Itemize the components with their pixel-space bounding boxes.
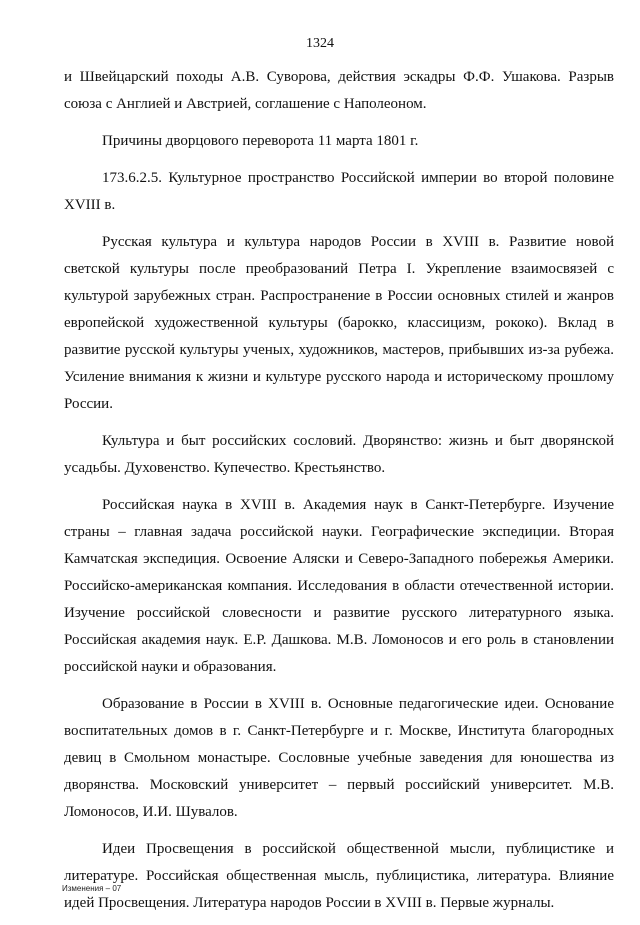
paragraph-education: Образование в России в XVIII в. Основные педагогические идеи. Основание воспитательных домов в г. Санкт-Петербурге и г. Москве, Института благородных девиц в Смольном монастыре. Сословные учебные заведения для юношества из дворянства. Московский университет – первый российский университет. М.В. Ломоносов, И.И. Шувалов. [64, 696, 614, 820]
section-heading: 173.6.2.5. Культурное пространство Российской империи во второй половине XVIII в. [64, 170, 614, 213]
page-number: 1324 [306, 36, 334, 51]
paragraph-continuation: и Швейцарский походы А.В. Суворова, действия эскадры Ф.Ф. Ушакова. Разрыв союза с Англией и Австрией, соглашение с Наполеоном. [64, 69, 614, 112]
paragraph-russian-culture: Русская культура и культура народов России в XVIII в. Развитие новой светской культуры после преобразований Петра I. Укрепление взаимосвязей с культурой зарубежных стран. Распространение в России основных стилей и жанров европейской художественной культуры (барокко, классицизм, рококо). Вклад в развитие русской культуры ученых, художников, мастеров, прибывших из-за рубежа. Усиление внимания к жизни и культуре русского народа и историческому прошлому России. [64, 234, 614, 412]
paragraph-enlightenment: Идеи Просвещения в российской общественной мысли, публицистике и литературе. Российская общественная мысль, публицистика, литература. Влияние идей Просвещения. Литература народов России в XVIII в. Первые журналы. [64, 841, 614, 911]
document-body [64, 64, 614, 917]
paragraph-estates-life: Культура и быт российских сословий. Дворянство: жизнь и быт дворянской усадьбы. Духовенство. Купечество. Крестьянство. [64, 433, 614, 476]
paragraph-science: Российская наука в XVIII в. Академия наук в Санкт-Петербурге. Изучение страны – главная задача российской науки. Географические экспедиции. Вторая Камчатская экспедиция. Освоение Аляски и Северо-Западного побережья Америки. Российско-американская компания. Исследования в области отечественной истории. Изучение российской словесности и развитие русского литературного языка. Российская академия наук. Е.Р. Дашкова. М.В. Ломоносов и его роль в становлении российской науки и образования. [64, 497, 614, 675]
footer-revision-note: Изменения – 07 [62, 884, 122, 893]
paragraph-coup-causes: Причины дворцового переворота 11 марта 1801 г. [102, 133, 419, 149]
